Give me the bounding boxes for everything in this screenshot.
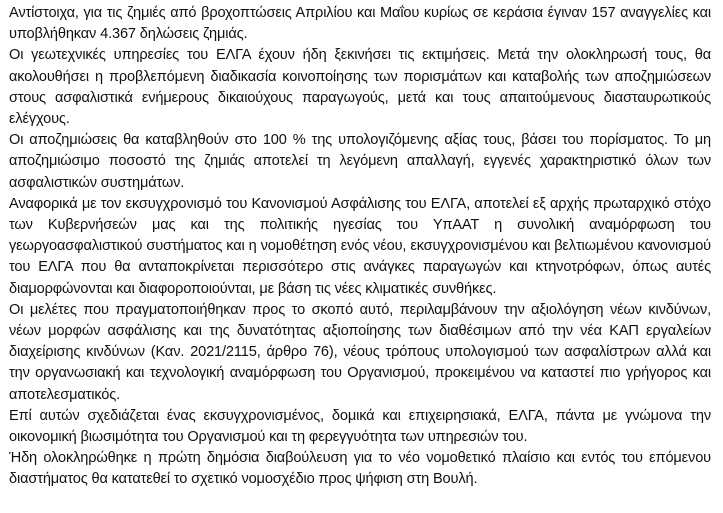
paragraph-geotechnical-assessments: Οι γεωτεχνικές υπηρεσίες του ΕΛΓΑ έχουν ήδη ξεκινήσει τις εκτιμήσεις. Μετά την ολοκληρωσή τους, θα ακολουθήσει η προβλεπόμενη διαδικασία κοινοποίησης των πορισμάτων και καταβολής των αποζημιώσεων στους ασφαλιστικά ενήμερους δικαιούχους παραγωγούς, μετά και τους απαιτούμενους διασταυρωτικούς ελέγχους. — [9, 47, 711, 128]
paragraph-public-consultation: Ήδη ολοκληρώθηκε η πρώτη δημόσια διαβούλευση για το νέο νομοθετικό πλαίσιο και εντός του επόμενου διαστήματος θα κατατεθεί το σχετικό νομοσχέδιο προς ψήφιση στη Βουλή. — [9, 450, 711, 488]
paragraph-new-elga-design: Επί αυτών σχεδιάζεται ένας εκσυγχρονισμένος, δομικά και επιχειρησιακά, ΕΛΓΑ, πάντα με γνώμονα την οικονομική βιωσιμότητα του Οργανισμού και τη φερεγγυότητα των υπηρεσιών του. — [9, 407, 711, 446]
paragraph-studies: Οι μελέτες που πραγματοποιήθηκαν προς το σκοπό αυτό, περιλαμβάνουν την αξιολόγηση νέων κινδύνων, νέων μορφών ασφάλισης και της δυνατότητας αξιοποίησης των διαθέσιμων από την νέα ΚΑΠ εργαλείων διαχείρισης κινδύνων (Καν. 2021/2115, άρθρο 76), νέους τρόπους υπολογισμού των ασφαλίστρων αλλά και την οργανωσιακή και τεχνολογική αναμόρφωση του Οργανισμού, προκειμένου να καταστεί πιο γρήγορος και αποτελεσματικός. — [9, 301, 711, 403]
paragraph-compensation-rate: Οι αποζημιώσεις θα καταβληθούν στο 100 % της υπολογιζόμενης αξίας τους, βάσει του πορίσματος. Το μη αποζημιώσιμο ποσοστό της ζημιάς αποτελεί τη λεγόμενη απαλλαγή, εγγενές χαρακτηριστικό όλων των ασφαλιστικών συστημάτων. — [9, 132, 711, 191]
paragraph-hail-rain-damage: Αντίστοιχα, για τις ζημιές από βροχοπτώσεις Απριλίου και Μαΐου κυρίως σε κεράσια έγιναν 157 αναγγελίες και υποβλήθηκαν 4.367 δηλώσεις ζημιάς. — [9, 5, 711, 43]
document-body — [0, 3, 723, 513]
paragraph-regulation-modernization: Αναφορικά με τον εκσυγχρονισμό του Κανονισμού Ασφάλισης του ΕΛΓΑ, αποτελεί εξ αρχής πρωταρχικό στόχο των Κυβερνήσεών μας και της πολιτικής ηγεσίας του ΥπΑΑΤ η συνολική αναμόρφωση του γεωργοασφαλιστικού συστήματος και η νομοθέτηση ενός νέου, εκσυγχρονισμένου και βελτιωμένου κανονισμού του ΕΛΓΑ που θα ανταποκρίνεται περισσότερο στις ανάγκες παραγωγών και κτηνοτρόφων, όπως αυτές διαμορφώνονται και διαφοροποιούνται, με βάση τις νέες κλιματικές συνθήκες. — [9, 195, 711, 297]
